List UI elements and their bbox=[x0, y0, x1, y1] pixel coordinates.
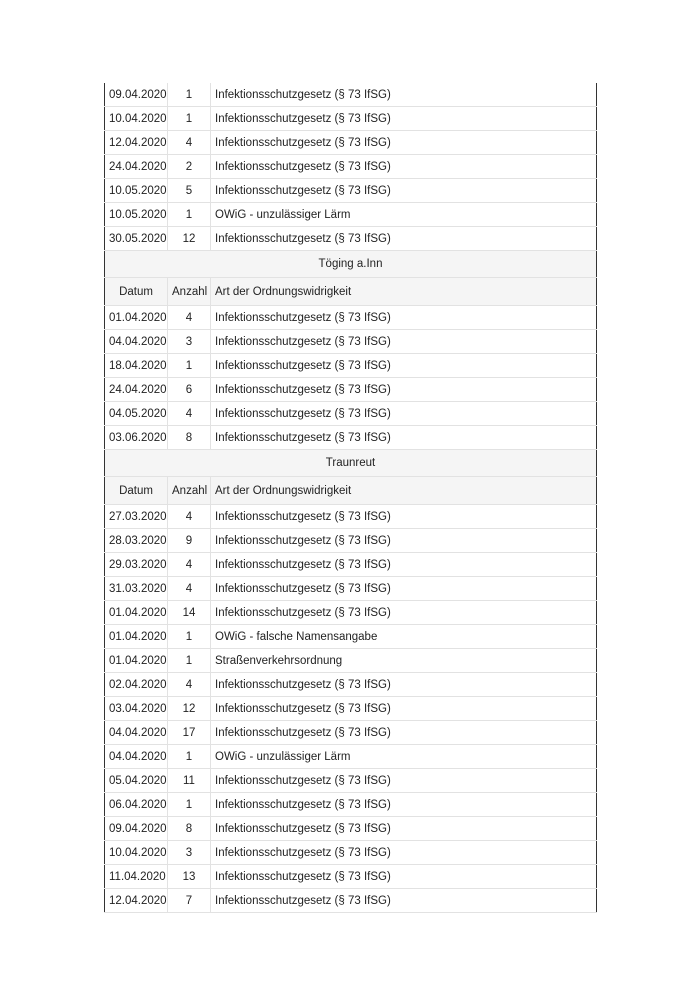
table-row bbox=[105, 306, 597, 330]
cell-anzahl: 1 bbox=[168, 354, 211, 378]
cell-anzahl: 4 bbox=[168, 306, 211, 330]
cell-anzahl: 1 bbox=[168, 203, 211, 227]
cell-datum: 29.03.2020 bbox=[105, 553, 168, 577]
cell-anzahl: 6 bbox=[168, 378, 211, 402]
cell-art: Infektionsschutzgesetz (§ 73 IfSG) bbox=[211, 673, 597, 697]
section-title-row bbox=[105, 450, 597, 477]
header-art: Art der Ordnungswidrigkeit bbox=[211, 278, 597, 306]
cell-art: Infektionsschutzgesetz (§ 73 IfSG) bbox=[211, 817, 597, 841]
cell-art: Infektionsschutzgesetz (§ 73 IfSG) bbox=[211, 841, 597, 865]
table-row bbox=[105, 179, 597, 203]
cell-art: Infektionsschutzgesetz (§ 73 IfSG) bbox=[211, 769, 597, 793]
cell-anzahl: 4 bbox=[168, 673, 211, 697]
table-row bbox=[105, 505, 597, 529]
table-row bbox=[105, 625, 597, 649]
cell-art: Infektionsschutzgesetz (§ 73 IfSG) bbox=[211, 306, 597, 330]
cell-anzahl: 14 bbox=[168, 601, 211, 625]
cell-anzahl: 4 bbox=[168, 131, 211, 155]
table-row bbox=[105, 601, 597, 625]
cell-art: Infektionsschutzgesetz (§ 73 IfSG) bbox=[211, 107, 597, 131]
cell-art: Infektionsschutzgesetz (§ 73 IfSG) bbox=[211, 865, 597, 889]
table-row bbox=[105, 529, 597, 553]
cell-anzahl: 1 bbox=[168, 649, 211, 673]
table-row bbox=[105, 673, 597, 697]
cell-datum: 10.04.2020 bbox=[105, 841, 168, 865]
cell-anzahl: 3 bbox=[168, 330, 211, 354]
cell-anzahl: 3 bbox=[168, 841, 211, 865]
cell-art: Infektionsschutzgesetz (§ 73 IfSG) bbox=[211, 83, 597, 107]
table-row bbox=[105, 841, 597, 865]
cell-datum: 04.04.2020 bbox=[105, 721, 168, 745]
section-title-row bbox=[105, 251, 597, 278]
table-row bbox=[105, 426, 597, 450]
cell-datum: 24.04.2020 bbox=[105, 378, 168, 402]
cell-art: OWiG - falsche Namensangabe bbox=[211, 625, 597, 649]
cell-art: Infektionsschutzgesetz (§ 73 IfSG) bbox=[211, 553, 597, 577]
cell-art: Infektionsschutzgesetz (§ 73 IfSG) bbox=[211, 330, 597, 354]
cell-datum: 01.04.2020 bbox=[105, 625, 168, 649]
table-row bbox=[105, 83, 597, 107]
table-row bbox=[105, 553, 597, 577]
cell-art: Infektionsschutzgesetz (§ 73 IfSG) bbox=[211, 529, 597, 553]
table-row bbox=[105, 745, 597, 769]
table-row bbox=[105, 378, 597, 402]
table-row bbox=[105, 697, 597, 721]
table-row bbox=[105, 354, 597, 378]
cell-art: Infektionsschutzgesetz (§ 73 IfSG) bbox=[211, 793, 597, 817]
cell-datum: 01.04.2020 bbox=[105, 306, 168, 330]
cell-anzahl: 9 bbox=[168, 529, 211, 553]
cell-datum: 18.04.2020 bbox=[105, 354, 168, 378]
table-row bbox=[105, 131, 597, 155]
table-body bbox=[105, 83, 597, 913]
cell-art: Infektionsschutzgesetz (§ 73 IfSG) bbox=[211, 131, 597, 155]
cell-datum: 01.04.2020 bbox=[105, 649, 168, 673]
cell-art: Infektionsschutzgesetz (§ 73 IfSG) bbox=[211, 889, 597, 913]
cell-art: Infektionsschutzgesetz (§ 73 IfSG) bbox=[211, 179, 597, 203]
cell-art: Infektionsschutzgesetz (§ 73 IfSG) bbox=[211, 378, 597, 402]
cell-datum: 10.05.2020 bbox=[105, 179, 168, 203]
cell-datum: 31.03.2020 bbox=[105, 577, 168, 601]
cell-datum: 02.04.2020 bbox=[105, 673, 168, 697]
cell-datum: 11.04.2020 bbox=[105, 865, 168, 889]
cell-datum: 09.04.2020 bbox=[105, 817, 168, 841]
cell-anzahl: 4 bbox=[168, 402, 211, 426]
header-art: Art der Ordnungswidrigkeit bbox=[211, 477, 597, 505]
table-row bbox=[105, 769, 597, 793]
cell-art: Infektionsschutzgesetz (§ 73 IfSG) bbox=[211, 402, 597, 426]
cell-art: Infektionsschutzgesetz (§ 73 IfSG) bbox=[211, 721, 597, 745]
cell-art: Infektionsschutzgesetz (§ 73 IfSG) bbox=[211, 354, 597, 378]
cell-art: Infektionsschutzgesetz (§ 73 IfSG) bbox=[211, 155, 597, 179]
header-anzahl: Anzahl bbox=[168, 477, 211, 505]
cell-anzahl: 11 bbox=[168, 769, 211, 793]
cell-anzahl: 2 bbox=[168, 155, 211, 179]
cell-anzahl: 4 bbox=[168, 577, 211, 601]
cell-datum: 10.05.2020 bbox=[105, 203, 168, 227]
cell-art: Infektionsschutzgesetz (§ 73 IfSG) bbox=[211, 577, 597, 601]
cell-anzahl: 7 bbox=[168, 889, 211, 913]
cell-anzahl: 4 bbox=[168, 505, 211, 529]
cell-art: OWiG - unzulässiger Lärm bbox=[211, 745, 597, 769]
table-row bbox=[105, 865, 597, 889]
cell-datum: 24.04.2020 bbox=[105, 155, 168, 179]
cell-datum: 05.04.2020 bbox=[105, 769, 168, 793]
table-row bbox=[105, 402, 597, 426]
section-title: Töging a.Inn bbox=[105, 251, 597, 278]
cell-datum: 10.04.2020 bbox=[105, 107, 168, 131]
cell-anzahl: 12 bbox=[168, 227, 211, 251]
table-row bbox=[105, 107, 597, 131]
table-row bbox=[105, 227, 597, 251]
cell-anzahl: 17 bbox=[168, 721, 211, 745]
cell-anzahl: 1 bbox=[168, 83, 211, 107]
cell-anzahl: 8 bbox=[168, 817, 211, 841]
cell-anzahl: 13 bbox=[168, 865, 211, 889]
cell-datum: 28.03.2020 bbox=[105, 529, 168, 553]
table-row bbox=[105, 817, 597, 841]
header-anzahl: Anzahl bbox=[168, 278, 211, 306]
cell-anzahl: 1 bbox=[168, 745, 211, 769]
cell-anzahl: 5 bbox=[168, 179, 211, 203]
cell-datum: 06.04.2020 bbox=[105, 793, 168, 817]
cell-anzahl: 8 bbox=[168, 426, 211, 450]
column-header-row bbox=[105, 477, 597, 505]
cell-datum: 27.03.2020 bbox=[105, 505, 168, 529]
table-row bbox=[105, 155, 597, 179]
cell-datum: 03.04.2020 bbox=[105, 697, 168, 721]
table-row bbox=[105, 889, 597, 913]
cell-datum: 12.04.2020 bbox=[105, 131, 168, 155]
cell-art: Straßenverkehrsordnung bbox=[211, 649, 597, 673]
cell-datum: 04.04.2020 bbox=[105, 330, 168, 354]
table-row bbox=[105, 330, 597, 354]
cell-art: Infektionsschutzgesetz (§ 73 IfSG) bbox=[211, 601, 597, 625]
section-title: Traunreut bbox=[105, 450, 597, 477]
cell-art: Infektionsschutzgesetz (§ 73 IfSG) bbox=[211, 505, 597, 529]
cell-art: Infektionsschutzgesetz (§ 73 IfSG) bbox=[211, 697, 597, 721]
header-datum: Datum bbox=[105, 477, 168, 505]
cell-anzahl: 4 bbox=[168, 553, 211, 577]
table-row bbox=[105, 649, 597, 673]
violations-table bbox=[104, 83, 597, 913]
table-row bbox=[105, 203, 597, 227]
cell-art: OWiG - unzulässiger Lärm bbox=[211, 203, 597, 227]
cell-anzahl: 1 bbox=[168, 625, 211, 649]
cell-anzahl: 1 bbox=[168, 793, 211, 817]
cell-datum: 30.05.2020 bbox=[105, 227, 168, 251]
cell-anzahl: 1 bbox=[168, 107, 211, 131]
cell-datum: 01.04.2020 bbox=[105, 601, 168, 625]
cell-art: Infektionsschutzgesetz (§ 73 IfSG) bbox=[211, 426, 597, 450]
table-row bbox=[105, 793, 597, 817]
cell-datum: 12.04.2020 bbox=[105, 889, 168, 913]
cell-datum: 09.04.2020 bbox=[105, 83, 168, 107]
cell-art: Infektionsschutzgesetz (§ 73 IfSG) bbox=[211, 227, 597, 251]
table-row bbox=[105, 721, 597, 745]
cell-datum: 04.05.2020 bbox=[105, 402, 168, 426]
table-row bbox=[105, 577, 597, 601]
header-datum: Datum bbox=[105, 278, 168, 306]
cell-anzahl: 12 bbox=[168, 697, 211, 721]
cell-datum: 03.06.2020 bbox=[105, 426, 168, 450]
column-header-row bbox=[105, 278, 597, 306]
cell-datum: 04.04.2020 bbox=[105, 745, 168, 769]
